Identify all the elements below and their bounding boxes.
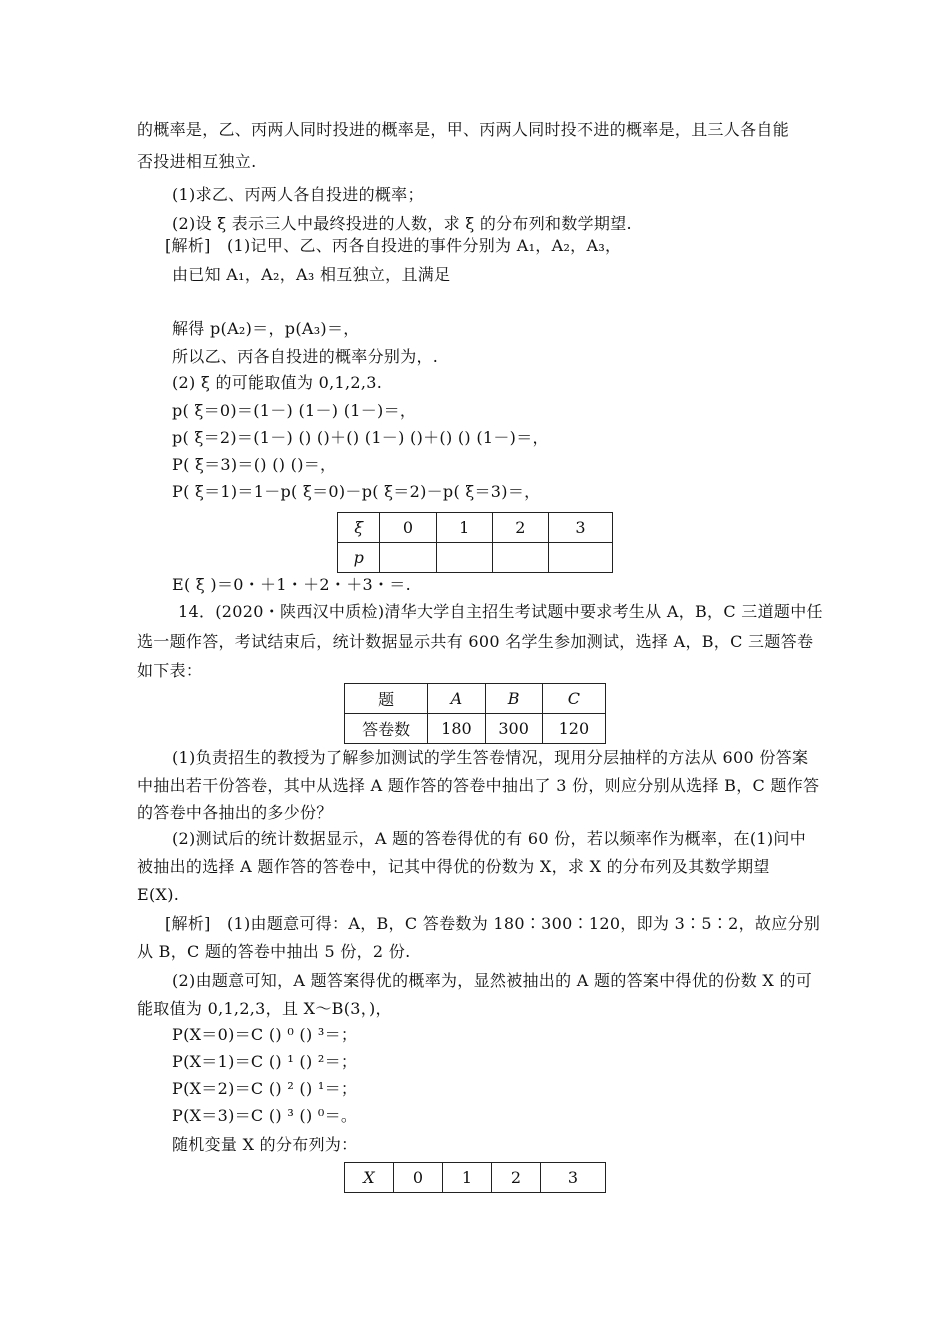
part-2-line-2: 被抽出的选择 A 题作答的答卷中，记其中得优的份数为 X，求 X 的分布列及其数学期望 [137,857,770,876]
table-cell: A [428,684,485,714]
table-cell: 120 [542,714,605,744]
formula-px3: P(X＝3)＝C () ³ () ⁰＝。 [172,1106,358,1125]
formula-p1: P( ξ＝1)＝1－p( ξ＝0)－p( ξ＝2)－p( ξ＝3)＝， [172,482,541,501]
table-cell: 2 [492,1163,541,1193]
question-2: (2)设 ξ 表示三人中最终投进的人数，求 ξ 的分布列和数学期望. [172,214,632,233]
table-cell: 180 [428,714,485,744]
formula-p0: p( ξ＝0)＝(1－) (1－) (1－)＝， [172,401,417,420]
table-cell: 0 [394,1163,443,1193]
solution-heading: [解析] (1)记甲、乙、丙各自投进的事件分别为 A₁，A₂，A₃， [165,236,622,255]
distribution-intro: 随机变量 X 的分布列为： [172,1135,358,1154]
table-row [345,1163,606,1193]
solution-2-heading: [解析] (1)由题意可得：A，B，C 答卷数为 180∶300∶120，即为 3∶5∶2，故应分别 [165,914,821,933]
formula-px1: P(X＝1)＝C () ¹ () ²＝； [172,1052,358,1071]
distribution-table-x [344,1162,606,1193]
table-cell: X [345,1163,394,1193]
problem-14-line-1: 14．(2020・陕西汉中质检)清华大学自主招生考试题中要求考生从 A，B，C 三道题中任 [178,602,823,621]
formula-px0: P(X＝0)＝C () ⁰ () ³＝； [172,1025,358,1044]
table-cell: 0 [380,513,436,543]
part-1-line-1: (1)负责招生的教授为了解参加测试的学生答卷情况，现用分层抽样的方法从 600 份答案 [172,748,809,767]
table-cell: 2 [492,513,548,543]
part-2-line-3: E(X). [137,885,180,904]
text-line-8: 所以乙、丙各自投进的概率分别为，. [172,347,439,366]
problem-14-line-2: 选一题作答，考试结束后，统计数据显示共有 600 名学生参加测试，选择 A，B，C 三题答卷 [137,632,814,651]
table-cell: p [338,543,380,573]
table-cell: 1 [436,513,492,543]
table-cell: 3 [548,513,612,543]
text-line-2: 否投进相互独立. [137,152,257,171]
solution-2-part-2-line-1: (2)由题意可知，A 题答案得优的概率为，显然被抽出的 A 题的答案中得优的份数 X 的可 [172,971,813,990]
table-cell: 300 [485,714,542,744]
part-2-line-1: (2)测试后的统计数据显示，A 题的答卷得优的有 60 份，若以频率作为概率，在(1)问中 [172,829,807,848]
text-line-6: 由已知 A₁，A₂，A₃ 相互独立，且满足 [172,265,451,284]
table-row [338,543,613,573]
table-row [345,714,606,744]
text-line-9: (2) ξ 的可能取值为 0,1,2,3. [172,373,383,392]
solution-2-line: 从 B，C 题的答卷中抽出 5 份，2 份. [137,942,411,961]
table-cell: 答卷数 [345,714,428,744]
part-1-line-2: 中抽出若干份答卷，其中从选择 A 题作答的答卷中抽出了 3 份，则应分别从选择 B，C 题作答 [137,776,820,795]
part-1-line-3: 的答卷中各抽出的多少份？ [137,803,333,822]
table-row [338,513,613,543]
problem-14-line-3: 如下表： [137,661,203,680]
table-cell [380,543,436,573]
table-cell: ξ [338,513,380,543]
table-cell: 1 [443,1163,492,1193]
table-cell: B [485,684,542,714]
question-1: (1)求乙、丙两人各自投进的概率； [172,185,424,204]
exam-table [344,683,606,744]
distribution-table-xi [337,512,613,573]
table-cell: C [542,684,605,714]
formula-px2: P(X＝2)＝C () ² () ¹＝； [172,1079,358,1098]
table-cell: 3 [541,1163,606,1193]
table-row [345,684,606,714]
table-cell [492,543,548,573]
solution-2-part-2-line-2: 能取值为 0,1,2,3，且 X～B(3，)， [137,999,392,1018]
text-line-7: 解得 p(A₂)＝，p(A₃)＝， [172,319,360,338]
formula-p2: p( ξ＝2)＝(1－) () ()＋() (1－) ()＋() () (1－)＝， [172,428,549,447]
formula-p3: P( ξ＝3)＝() () ()＝， [172,455,337,474]
text-line-1: 的概率是，乙、丙两人同时投进的概率是，甲、丙两人同时投不进的概率是，且三人各自能 [137,120,790,139]
table-cell [436,543,492,573]
expectation-line: E( ξ )＝0・＋1・＋2・＋3・＝. [172,575,411,594]
table-cell: 题 [345,684,428,714]
table-cell [548,543,612,573]
